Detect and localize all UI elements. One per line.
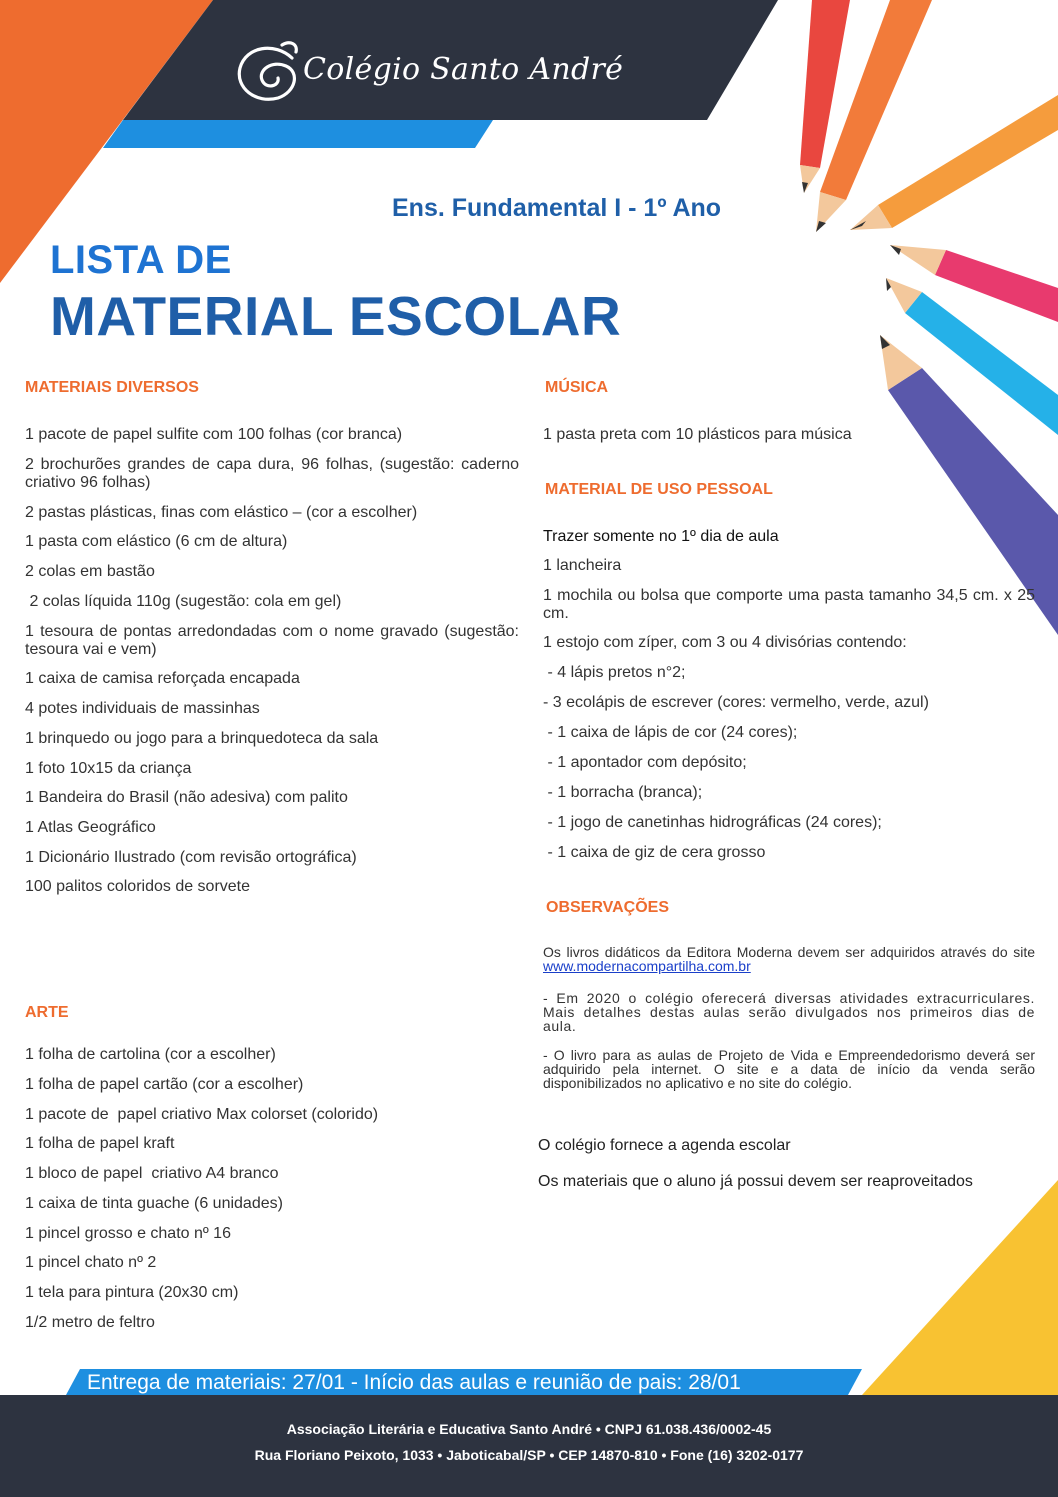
list-item: 1 tesoura de pontas arredondadas com o nome gravado (sugestão: tesoura vai e vem): [25, 623, 519, 658]
list-item: 1 foto 10x15 da criança: [25, 760, 192, 777]
section-heading-uso-pessoal: MATERIAL DE USO PESSOAL: [545, 481, 773, 498]
school-name: Colégio Santo André: [303, 52, 624, 87]
list-item: 1 pasta preta com 10 plásticos para música: [543, 426, 852, 443]
list-item: 1 estojo com zíper, com 3 ou 4 divisórias contendo:: [543, 634, 907, 651]
header-blue-stripe: [103, 120, 493, 148]
list-item: 1 caixa de tinta guache (6 unidades): [25, 1195, 283, 1212]
observacao-text: Os livros didáticos da Editora Moderna devem ser adquiridos através do site: [543, 944, 1035, 960]
page-title-line2: MATERIAL ESCOLAR: [50, 285, 622, 347]
footer-line-2: Rua Floriano Peixoto, 1033 • Jaboticabal/SP • CEP 14870-810 • Fone (16) 3202-0177: [254, 1447, 804, 1463]
list-item: - 4 lápis pretos n°2;: [543, 664, 686, 681]
list-item: 2 colas em bastão: [25, 563, 155, 580]
list-item: 1/2 metro de feltro: [25, 1314, 155, 1331]
page-title-line1: LISTA DE: [50, 238, 232, 282]
note-reaproveitar: Os materiais que o aluno já possui devem ser reaproveitados: [538, 1173, 973, 1190]
list-item: 1 folha de papel cartão (cor a escolher): [25, 1076, 304, 1093]
section-heading-arte: ARTE: [25, 1004, 69, 1021]
list-item: - 1 caixa de giz de cera grosso: [543, 844, 766, 861]
list-item: 1 mochila ou bolsa que comporte uma pasta tamanho 34,5 cm. x 25 cm.: [543, 587, 1035, 622]
list-item: 1 tela para pintura (20x30 cm): [25, 1284, 239, 1301]
footer-line-1: Associação Literária e Educativa Santo André • CNPJ 61.038.436/0002-45: [286, 1421, 772, 1437]
list-item: 1 pincel chato nº 2: [25, 1254, 157, 1271]
list-item: 2 brochurões grandes de capa dura, 96 folhas, (sugestão: caderno criativo 96 folhas): [25, 456, 519, 491]
grade-label: Ens. Fundamental I - 1º Ano: [392, 194, 722, 222]
list-item: 1 folha de papel kraft: [25, 1135, 175, 1152]
list-item: 1 pasta com elástico (6 cm de altura): [25, 533, 288, 550]
list-item: 1 bloco de papel criativo A4 branco: [25, 1165, 279, 1182]
list-item: - 1 apontador com depósito;: [543, 754, 747, 771]
list-item: 2 colas líquida 110g (sugestão: cola em gel): [25, 593, 342, 610]
section-heading-observacoes: OBSERVAÇÕES: [546, 899, 669, 916]
list-item: 1 Bandeira do Brasil (não adesiva) com palito: [25, 789, 348, 806]
list-item: 2 pastas plásticas, finas com elástico – (cor a escolher): [25, 504, 418, 521]
list-item: 1 pincel grosso e chato nº 16: [25, 1225, 231, 1242]
list-item: 1 pacote de papel sulfite com 100 folhas (cor branca): [25, 426, 403, 443]
list-item: 1 lancheira: [543, 557, 622, 574]
uso-pessoal-subheading: Trazer somente no 1º dia de aula: [543, 528, 779, 545]
section-heading-musica: MÚSICA: [545, 379, 609, 396]
list-item: 4 potes individuais de massinhas: [25, 700, 260, 717]
delivery-dates-banner: Entrega de materiais: 27/01 - Início das aulas e reunião de pais: 28/01: [87, 1371, 741, 1394]
list-item: 1 Atlas Geográfico: [25, 819, 156, 836]
list-item: - 3 ecolápis de escrever (cores: vermelho, verde, azul): [543, 694, 929, 711]
observacao-paragraph: [543, 945, 1035, 973]
list-item: - 1 borracha (branca);: [543, 784, 703, 801]
list-item: 1 Dicionário Ilustrado (com revisão ortográfica): [25, 849, 357, 866]
section-heading-materiais-diversos: MATERIAIS DIVERSOS: [25, 379, 199, 396]
yellow-corner-shape: [862, 1180, 1058, 1395]
list-item: 1 brinquedo ou jogo para a brinquedoteca da sala: [25, 730, 379, 747]
list-item: 1 pacote de papel criativo Max colorset (colorido): [25, 1106, 379, 1123]
note-agenda: O colégio fornece a agenda escolar: [538, 1137, 791, 1154]
footer-band: [0, 1395, 1058, 1497]
list-item: 100 palitos coloridos de sorvete: [25, 878, 251, 895]
list-item: - 1 jogo de canetinhas hidrográficas (24 cores);: [543, 814, 882, 831]
observacao-paragraph: - O livro para as aulas de Projeto de Vida e Empreendedorismo deverá ser adquirido pela internet. O site e a data de início da venda serão disponibilizados no aplicativo e no site do colégio.: [543, 1047, 1035, 1091]
list-item: 1 caixa de camisa reforçada encapada: [25, 670, 300, 687]
list-item: - 1 caixa de lápis de cor (24 cores);: [543, 724, 798, 741]
list-item: 1 folha de cartolina (cor a escolher): [25, 1046, 276, 1063]
observacao-paragraph: - Em 2020 o colégio oferecerá diversas atividades extracurriculares. Mais detalhes destas aulas serão divulgados nos primeiros dias de aula.: [543, 990, 1035, 1034]
moderna-link[interactable]: www.modernacompartilha.com.br: [543, 958, 751, 974]
